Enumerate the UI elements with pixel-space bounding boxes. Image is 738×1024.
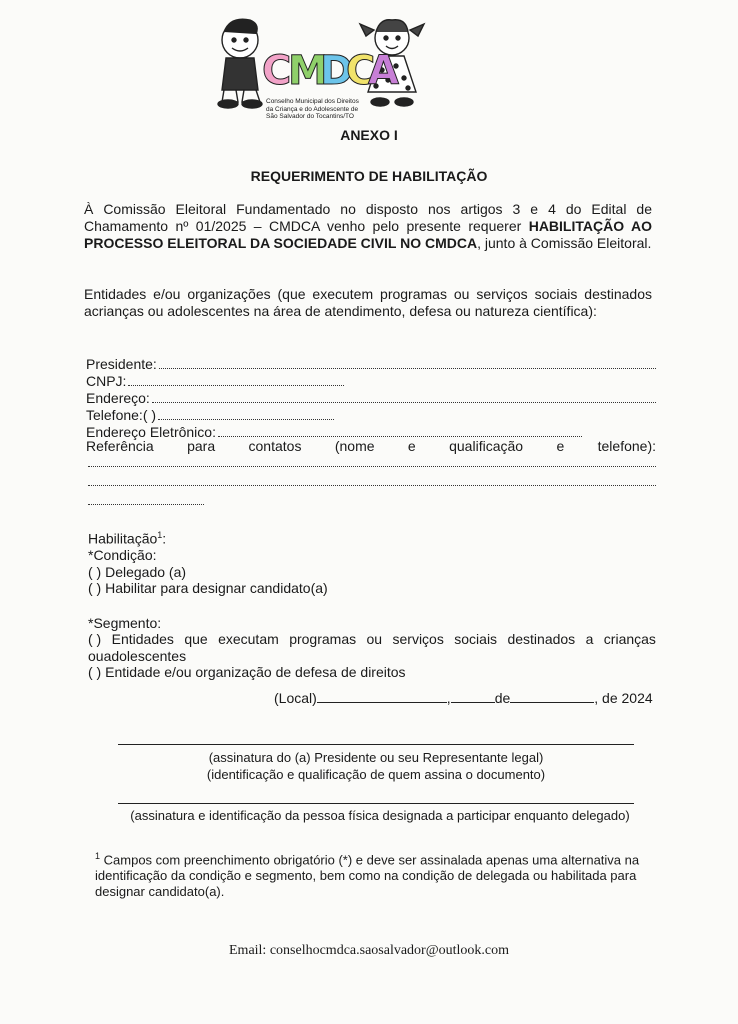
caption-line: São Salvador do Tocantins/TO — [266, 113, 354, 120]
referencia-word: qualificação — [449, 438, 524, 454]
referencia-word: para — [187, 438, 216, 454]
entities-paragraph: Entidades e/ou organizações (que executem programas ou serviços sociais destinados acrianças ou adolescentes na área de atendimento, defesa ou natureza científica): — [84, 286, 652, 319]
footnote-ref: 1 — [157, 530, 163, 540]
document-title: REQUERIMENTO DE HABILITAÇÃO — [250, 168, 488, 184]
intro-bold-text: HABILITAÇÃO AO PROCESSO ELEITORAL DA SOCIEDADE CIVIL NO CMDCA — [84, 218, 652, 251]
intro-text-end: , junto à Comissão Eleitoral. — [477, 235, 652, 251]
telefone-blank[interactable] — [158, 419, 334, 420]
intro-text: À Comissão Eleitoral Fundamentado no disposto nos artigos 3 e 4 do Edital de Chamamento nº 01/2025 – CMDCA venho pelo presente requerer — [84, 201, 652, 234]
svg-text:C: C — [262, 48, 292, 94]
referencia-word: contatos — [248, 438, 302, 454]
contact-email: Email: conselhocmdca.saosalvador@outlook.com — [229, 943, 509, 958]
footnote — [95, 848, 660, 900]
local-blank[interactable] — [317, 690, 447, 703]
segmento-word: Entidades — [111, 631, 174, 647]
endereco-label: Endereço: — [86, 390, 150, 406]
president-identification-caption: (identificação e qualificação de quem assina o documento) — [206, 767, 546, 782]
habilitacao-text: Habilitação — [88, 530, 158, 547]
caption-line: da Criança e do Adolescente de — [266, 105, 359, 113]
segmento-word: destinados — [507, 631, 576, 647]
footnote-text: Campos com preenchimento obrigatório (*) e deve ser assinalada apenas uma alternativa na identificação da condição e segmento, bem como na condição de delegada ou habilitada para designar candidato(a). — [95, 852, 640, 900]
cnpj-blank[interactable] — [128, 385, 344, 386]
referencia-blank-3[interactable] — [88, 504, 204, 505]
place-date-line[interactable] — [274, 690, 653, 706]
referencia-word: e — [407, 438, 416, 454]
annex-heading: ANEXO I — [340, 127, 398, 143]
segmento-option-programas-cont: ouadolescentes — [88, 648, 187, 664]
segmento-word: ou — [366, 631, 383, 647]
footnote-mark: 1 — [95, 851, 101, 861]
endereco-blank[interactable] — [152, 402, 656, 403]
segmento-word: ( ) — [88, 631, 102, 647]
segmento-word: executam — [218, 631, 279, 647]
segmento-word: serviços — [392, 631, 444, 647]
de-label: de — [494, 690, 511, 706]
referencia-blank-1[interactable] — [88, 466, 656, 467]
local-label: (Local) — [274, 690, 317, 706]
segmento-word: programas — [289, 631, 357, 647]
referencia-word: Referência — [86, 438, 154, 454]
referencia-word: e — [556, 438, 565, 454]
president-signature-line[interactable] — [118, 744, 634, 745]
svg-text:D: D — [320, 48, 354, 94]
caption-line: Conselho Municipal dos Direitos — [266, 98, 359, 105]
presidente-blank[interactable] — [159, 368, 656, 369]
intro-paragraph — [84, 201, 652, 252]
habilitacao-colon: : — [162, 530, 167, 547]
cnpj-field[interactable] — [86, 372, 656, 389]
svg-text:A: A — [368, 48, 399, 94]
referencia-label — [86, 438, 656, 454]
logo-letters — [262, 48, 399, 94]
habilitacao-label — [88, 530, 166, 547]
cnpj-label: CNPJ: — [86, 373, 127, 389]
segmento-word: a — [585, 631, 594, 647]
condicao-option-habilitar[interactable]: ( ) Habilitar para designar candidato(a) — [88, 580, 328, 596]
email-blank[interactable] — [218, 436, 582, 437]
year-label: , de 2024 — [594, 690, 653, 706]
segmento-word: crianças — [603, 631, 656, 647]
boy-illustration — [218, 19, 262, 108]
svg-text:C: C — [346, 48, 376, 94]
delegate-signature-caption: (assinatura e identificação da pessoa física designada a participar enquanto delegado) — [130, 808, 630, 823]
referencia-word: telefone): — [597, 438, 656, 454]
month-blank[interactable] — [510, 690, 594, 703]
segmento-option-defesa[interactable]: ( ) Entidade e/ou organização de defesa de direitos — [88, 664, 406, 680]
presidente-field[interactable] — [86, 355, 656, 372]
segmento-word: sociais — [454, 631, 498, 647]
condicao-label: *Condição: — [88, 547, 157, 563]
referencia-blank-2[interactable] — [88, 485, 656, 486]
condicao-option-delegado[interactable]: ( ) Delegado (a) — [88, 564, 187, 580]
telefone-label: Telefone:( ) — [86, 407, 157, 423]
president-signature-caption: (assinatura do (a) Presidente ou seu Representante legal) — [208, 750, 544, 765]
presidente-label: Presidente: — [86, 356, 157, 372]
council-caption — [266, 98, 359, 121]
endereco-field[interactable] — [86, 389, 656, 406]
segmento-label: *Segmento: — [88, 615, 162, 631]
svg-text:M: M — [288, 48, 328, 94]
delegate-signature-line[interactable] — [118, 803, 634, 804]
telefone-field[interactable] — [86, 406, 656, 423]
email-label: Endereço Eletrônico: — [86, 424, 216, 440]
day-blank[interactable] — [451, 690, 495, 703]
segmento-option-programas[interactable] — [88, 631, 656, 647]
segmento-word: que — [184, 631, 208, 647]
comma: , — [446, 690, 451, 706]
referencia-word: (nome — [334, 438, 375, 454]
